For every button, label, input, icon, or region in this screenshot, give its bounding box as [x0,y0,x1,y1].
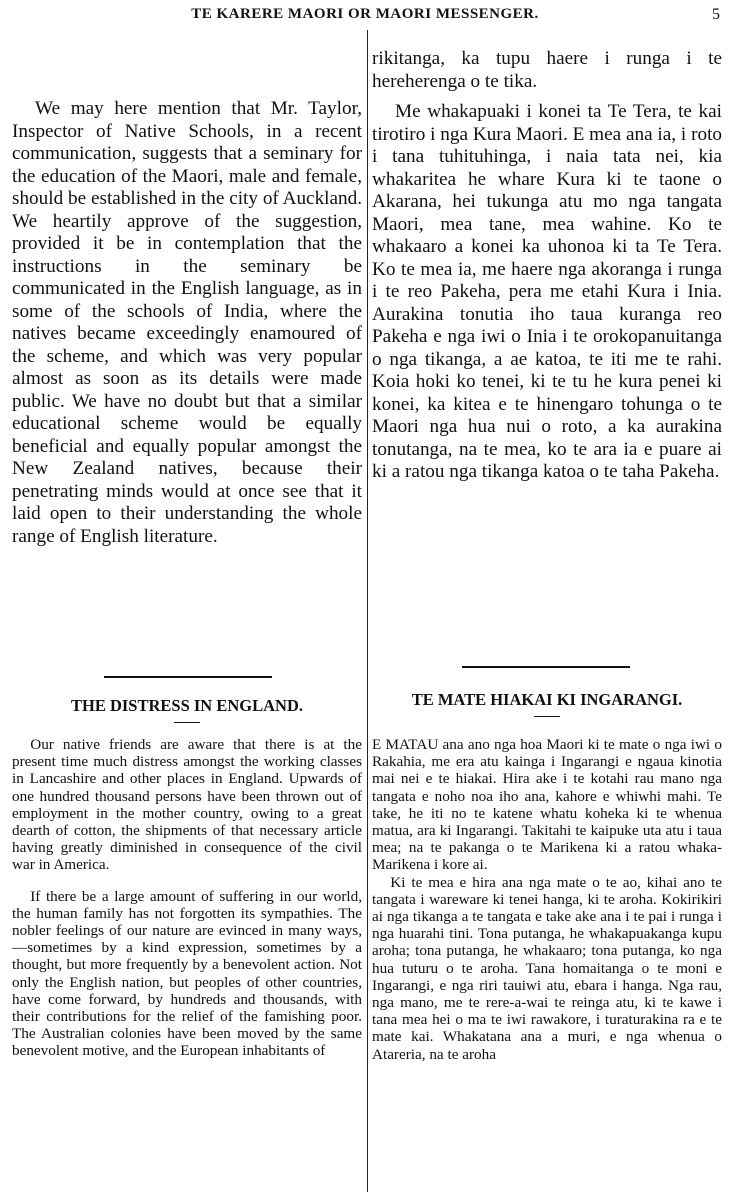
section-separator-right [462,666,630,668]
section-title-distress: THE DISTRESS IN ENGLAND. [71,696,303,715]
mate-hiakai-paragraph-1: E MATAU ana ano nga hoa Maori ki te mate o nga iwi o Rakahia, me era atu kainga i Ingarangi e ngaua kinotia mai nei e te hiakai. Hira ake i te kotahi rau mano nga tangata e noho noa iho ana, kahore e whiwhi mahi. Te take, he iti no te katene whatu koheka ki te whenua matua, ara ki Ingarangi. Takitahi te kaipuke uta atu i taua mea; na te pakanga o te Marikena ki a ratou whaka-Marikena i kore ai. [372,736,722,874]
newspaper-title: TE KARERE MAORI OR MAORI MESSENGER. [191,6,539,22]
page-number: 5 [712,6,720,23]
maori-paragraph-schools: Me whakapuaki i konei ta Te Tera, te kai tirotiro i nga Kura Maori. E mea ana ia, i roto i tana tuhituhinga, i naia tata nei, kia whakaritea he whare Kura ki te taone o Akarana, hei tukunga atu mo nga tangata Maori, mea tane, mea wahine. Ko te whakaaro a konei ka uhonoa ki ta Te Tera. Ko te mea ia, me haere nga akoranga i runga i te reo Pakeha, pera me etahi Kura i Inia. Aurakina tonutia iho taua kuranga reo Pakeha e nga iwi o Inia i te orokopanuitanga o nga tikanga, a ae katoa, te iti me te rahi. Koia hoki ko tenei, ki te tu he kura penei ki konei, ka kitea e te hinengaro tohunga o te Maori nga hua nui o roto, a ka aurakina tonutanga, na te mea, ko te ara ia e puare ai ki a ratou nga tikanga katoa o te taha Pakeha. [372,101,722,482]
english-article-schools [12,98,362,548]
maori-continuation: rikitanga, ka tupu haere i runga i te hereherenga o te tika. [372,48,722,92]
distress-paragraph-2: If there be a large amount of suffering in our world, the human family has not forgotten its sympathies. The nobler feelings of our nature are evinced in many ways,—sometimes by a kind expression, sometimes by a thought, but more frequently by a benevolent action. Not only the English nation, but peoples of other countries, have come forward, by hundreds and thousands, with their contributions for the relief of the famishing poor. The Australian colonies have been moved by the same benevolent motive, and the European inhabitants of [12,887,362,1060]
mate-hiakai-paragraph-2: Ki te mea e hira ana nga mate o te ao, kihai ano te tangata i wareware ki tenei hanga, ki te aroha. Kokirikiri ai nga tikanga a te tangata e take ake ana i te pai i runga i nga huarahi tini. Tona putanga, he whakapuakanga kupu aroha; tona putanga, he whakaaro; tona putanga, ko nga hua tuturu o te aroha. Tana homaitanga o te moni e Ingarangi, e nga riri tauiwi atu, ebara i hanga. Nga rau, nga mano, me te rere-a-wai te reinga atu, ki te kawe i tana mea hei o ma te iwi rawakore, i turaturakina ra e te mate kai. Whakatana ana a muri, e nga whenua o Atareria, na te aroha [372,873,722,1063]
title-underline-right [534,716,560,717]
maori-article-mate-hiakai [372,736,722,1063]
maori-article-schools [372,48,722,484]
title-underline-left [174,722,200,723]
distress-paragraph-1: Our native friends are aware that there is at the present time much distress amongst the working classes in Lancashire and other places in England. Upwards of one hundred thousand persons have been thrown out of employment in the mother country, owing to a great dearth of cotton, the shipments of that necessary article having greatly diminished in consequence of the civil war in America. [12,736,362,874]
section-title-mate-hiakai: TE MATE HIAKAI KI INGARANGI. [411,690,683,709]
english-paragraph-schools: We may here mention that Mr. Taylor, Inspector of Native Schools, in a recent communication, suggests that a seminary for the education of the Maori, male and female, should be established in the city of Auckland. We heartily approve of the suggestion, provided it be in contemplation that the instructions in the seminary be communicated in the English language, as in some of the schools of India, where the natives became exceedingly enamoured of the scheme, and which was very popular almost as soon as its details were made public. We have no doubt but that a similar educational scheme would be equally beneficial and equally popular amongst the New Zealand natives, because their penetrating minds would at once see that it laid open to their understanding the whole range of English literature. [12,98,362,547]
english-article-distress [12,736,362,1060]
section-separator-left [104,676,272,678]
column-divider [367,30,368,1192]
page-header [0,6,730,26]
